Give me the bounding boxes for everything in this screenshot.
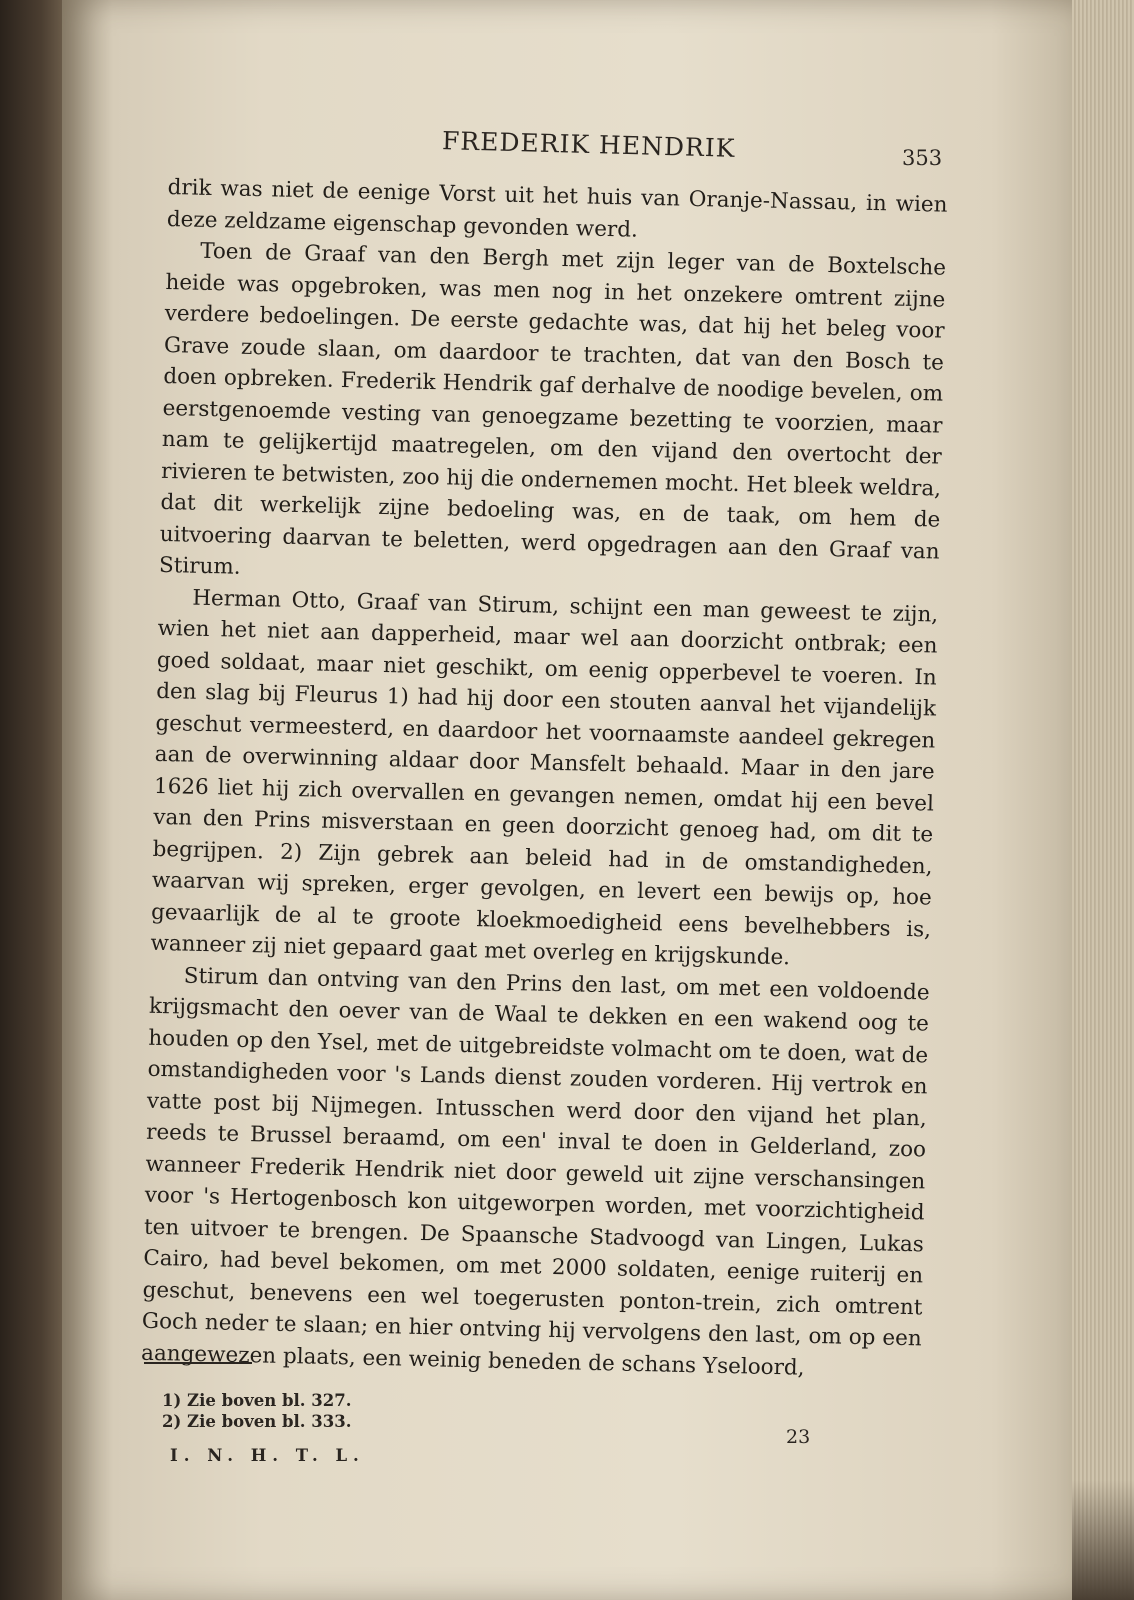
footnote-2: 2) Zie boven bl. 333. <box>162 1412 352 1431</box>
signature-mark: I. N. H. T. L. <box>170 1446 365 1465</box>
book-page <box>62 0 1072 1600</box>
running-title: FREDERIK HENDRIK <box>441 126 736 163</box>
paragraph: Herman Otto, Graaf van Stirum, schijnt een man geweest te zijn, wien het niet aan dapperheid, maar wel aan doorzicht ontbrak; een goed soldaat, maar niet geschikt, om eenig opperbevel te voeren. In den slag bij Fleurus 1) had hij door een stouten aanval het vijandelijk geschut vermeesterd, en daardoor het voornaamste aandeel gekregen aan de overwinning aldaar door Mansfelt behaald. Maar in den jare 1626 liet hij zich overvallen en gevangen nemen, omdat hij een bevel van den Prins misverstaan en geen doorzicht genoeg had, om dit te begrijpen. 2) Zijn gebrek aan beleid had in de omstandigheden, waarvan wij spreken, erger gevolgen, en levert een bewijs op, hoe gevaarlijk de al te groote kloekmoedigheid eens bevelhebbers is, wanneer zij niet gepaard gaat met overleg en krijgskunde. <box>150 585 939 971</box>
footnote-rule <box>144 1362 252 1364</box>
footnotes <box>162 1390 351 1432</box>
signature-number: 23 <box>786 1426 811 1448</box>
page-number: 353 <box>902 146 943 170</box>
page-body <box>141 172 948 1386</box>
paragraph-continued: drik was niet de eenige Vorst uit het huis van Oranje-Nassau, in wien deze zeldzame eigenschap gevonden werd. <box>166 174 948 243</box>
paragraph: Stirum dan ontving van den Prins den last, om met een voldoende krijgsmacht den oever van de Waal te dekken en een wakend oog te houden op den Ysel, met de uitgebreidste volmacht om te doen, wat de omstandigheden voor 's Lands dienst zouden vorderen. Hij vertrok en vatte post bij Nijmegen. Intusschen werd door den vijand het plan, reeds te Brussel beraamd, om een' inval te doen in Gelderland, zoo wanneer Frederik Hendrik niet door geweld uit zijne verschansingen voor 's Hertogenbosch kon uitgeworpen worden, met voorzichtigheid ten uitvoer te brengen. De Spaansche Stadvoogd van Lingen, Lukas Cairo, had bevel bekomen, om met 2000 soldaten, eenige ruiterij en geschut, benevens een wel toegerusten ponton-trein, zich omtrent Goch neder te slaan; en hier ontving hij vervolgens den last, om op een aangewezen plaats, een weinig beneden de schans Yseloord, <box>140 963 930 1381</box>
page-edges <box>1072 0 1134 1600</box>
page-header <box>62 126 1072 170</box>
footnote-1: 1) Zie boven bl. 327. <box>162 1391 352 1410</box>
paragraph: Toen de Graaf van den Bergh met zijn leger van de Boxtelsche heide was opgebroken, was men nog in het onzekere omtrent zijne verdere bedoelingen. De eerste gedachte was, dat hij het beleg voor Grave zoude slaan, om daardoor te trachten, dat van den Bosch te doen opbreken. Frederik Hendrik gaf derhalve de noodige bevelen, om eerstgenoemde vesting van genoegzame bezetting te voorzien, maar nam te gelijkertijd maatregelen, om den vijand den overtocht der rivieren te betwisten, zoo hij die ondernemen mocht. Het bleek weldra, dat dit werkelijk zijne bedoeling was, en de taak, om hem de uitvoering daarvan te beletten, werd opgedragen aan den Graaf van Stirum. <box>158 238 947 580</box>
